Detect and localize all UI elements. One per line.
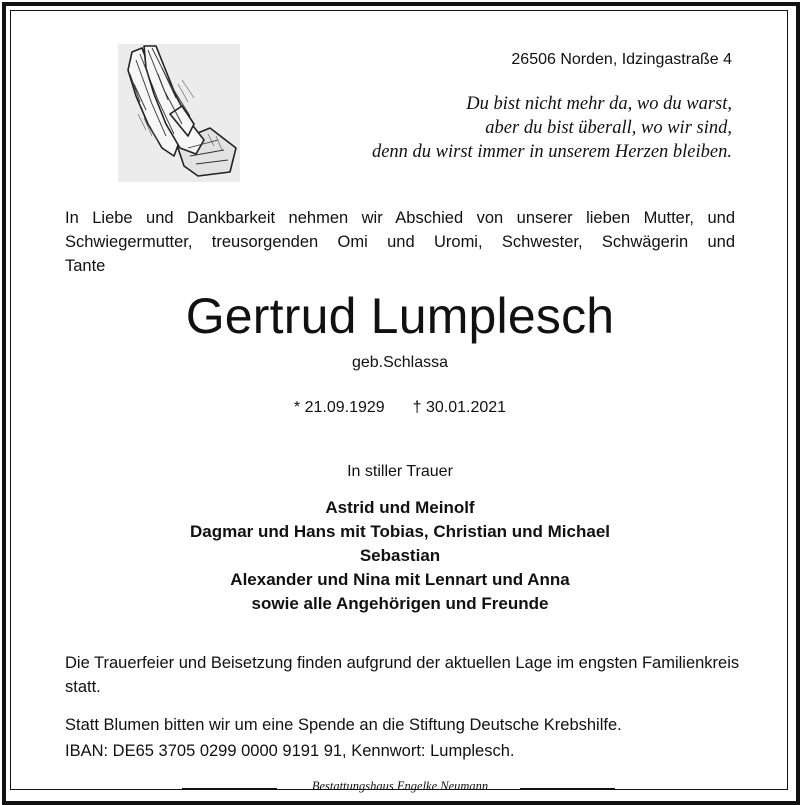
- verse-line: aber du bist überall, wo wir sind,: [485, 118, 732, 138]
- death-date: † 30.01.2021: [412, 399, 507, 416]
- funeral-home: Bestattungshaus Engelke Neumann: [311, 779, 489, 793]
- birth-date: * 21.09.1929: [293, 399, 385, 416]
- intro-line: Schwiegermutter, treusorgenden Omi und Uromi, Schwester, Schwägerin und: [65, 233, 735, 251]
- life-dates: [0, 399, 800, 417]
- intro-text: [65, 206, 735, 278]
- mourning-label: In stiller Trauer: [347, 463, 453, 480]
- mourner-line: Alexander und Nina mit Lennart und Anna: [230, 570, 570, 589]
- verse-line: denn du wirst immer in unserem Herzen bleiben.: [371, 142, 732, 162]
- donation-line: Statt Blumen bitten wir um eine Spende an die Stiftung Deutsche Krebshilfe.: [65, 716, 622, 734]
- donation-note: [65, 712, 755, 764]
- mourner-line: Astrid und Meinolf: [325, 498, 475, 517]
- mourner-line: Dagmar und Hans mit Tobias, Christian und Michael: [189, 522, 611, 541]
- address: 26506 Norden, Idzingastraße 4: [511, 51, 732, 68]
- maiden-name: geb.Schlassa: [351, 354, 449, 371]
- praying-hands-icon: [118, 44, 240, 182]
- deceased-name: Gertrud Lumplesch: [185, 288, 615, 344]
- memorial-verse: [372, 92, 732, 164]
- mourner-line: sowie alle Angehörigen und Freunde: [251, 594, 549, 613]
- iban-line: IBAN: DE65 3705 0299 0000 9191 91, Kennwort: Lumplesch.: [65, 742, 515, 760]
- intro-line: Tante: [65, 257, 106, 275]
- intro-line: In Liebe und Dankbarkeit nehmen wir Abschied von unserer lieben Mutter, und: [65, 209, 735, 227]
- ceremony-note: Die Trauerfeier und Beisetzung finden aufgrund der aktuellen Lage im engsten Familienkreis statt.: [65, 654, 740, 696]
- mourner-line: Sebastian: [359, 546, 441, 565]
- mourners-list: [0, 496, 800, 616]
- verse-line: Du bist nicht mehr da, wo du warst,: [466, 94, 732, 114]
